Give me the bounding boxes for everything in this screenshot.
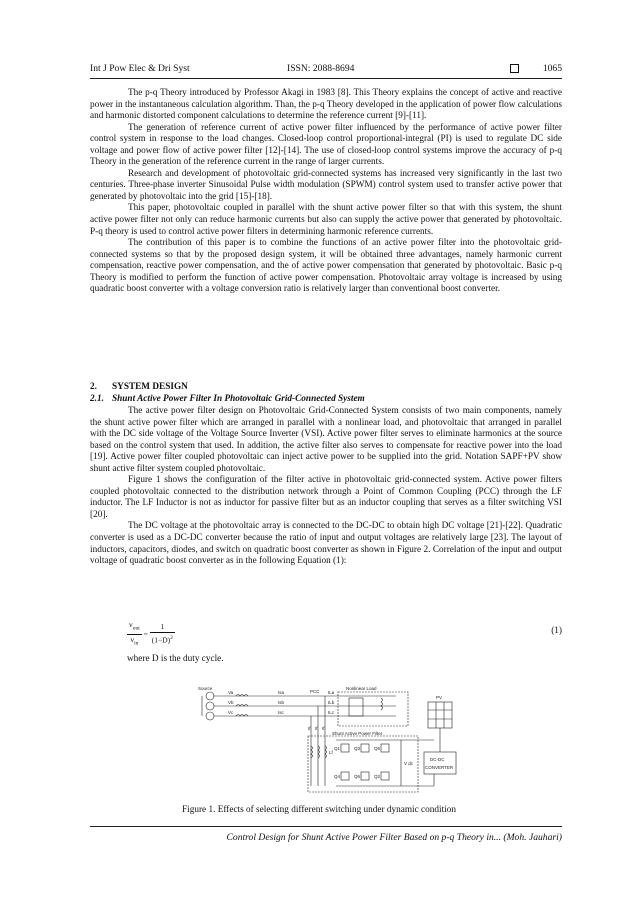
subsection-number: 2.1.	[90, 394, 104, 404]
paragraph: Figure 1 shows the configuration of the filter active in photovoltaic grid-connected system. Active power filters coupled photovoltaic connected to the distribution network through a Point of Common Coupling (PCC) through the LF inductor. The LF Inductor is not as inductor for passive filter but as an inductor coupling that serves as a filter switching VSI [20].	[90, 475, 562, 520]
label-q2: Q2	[374, 774, 381, 779]
label-lf: Lf	[329, 750, 333, 755]
label-converter: CONVERTER	[425, 765, 454, 770]
paragraph: The active power filter design on Photovoltaic Grid-Connected System consists of two main components, namely the shunt active power filter which are arranged in parallel with a nonlinear load, and photovoltaic that arranged in parallel with the DC side voltage of the Voltage Source Inverter (VSI). Active power filter serves to eliminate harmonics at the source based on the control system that used. In addition, the active filter also serves to compensate for reactive power into the load [19]. Active power filter coupled photovoltaic can inject active power to be supplied into the grid. Notation SAPF+PV show shunt active filter system coupled photovoltaic.	[90, 406, 562, 474]
label-source: Source	[198, 686, 213, 691]
label-shunt-apf: Shunt Active Power Filter	[332, 731, 383, 736]
label-vc: Vc	[228, 710, 234, 715]
running-footer: Control Design for Shunt Active Power Filter Based on p-q Theory in... (Moh. Jauhari)	[226, 832, 562, 843]
equation-rhs: $\frac{1}{(1-D)^2}$	[151, 622, 173, 645]
label-q1: Q1	[334, 746, 341, 751]
section-text	[90, 406, 562, 568]
source-a-icon	[206, 692, 214, 700]
label-vdc: V dc	[404, 761, 414, 766]
label-dc-dc: DC-DC	[430, 757, 445, 762]
paragraph: The p-q Theory introduced by Professor Akagi in 1983 [8]. This Theory explains the concept of active and reactive power in the instantaneous calculation algorithm. Than, the p-q Theory developed in the application of power flow calculations and harmonic distorted component calculations to determine the reference current [9]-[11].	[90, 88, 562, 122]
label-ila: ILa	[328, 690, 335, 695]
section-number: 2.	[90, 382, 97, 392]
journal-name: Int J Pow Elec & Dri Syst	[90, 63, 190, 74]
label-q5: Q5	[374, 746, 381, 751]
label-q4: Q4	[334, 774, 341, 779]
subsection-title: Shunt Active Power Filter In Photovoltaic Grid-Connected System	[112, 394, 365, 404]
circuit-diagram	[196, 686, 458, 796]
label-isc: Isc	[278, 710, 284, 715]
equation-lhs: $\frac{v_{out}}{v_{in}}$	[129, 620, 140, 646]
label-pcc: PCC	[310, 689, 320, 694]
label-nonlinear-load: Nonlinear Load	[346, 686, 377, 691]
label-ifc: If	[322, 726, 325, 731]
label-q6: Q6	[354, 774, 361, 779]
label-q3: Q3	[354, 746, 361, 751]
figure-caption: Figure 1. Effects of selecting different switching under dynamic condition	[181, 805, 456, 815]
source-c-icon	[206, 712, 214, 720]
label-ifa: If	[308, 726, 311, 731]
paragraph: The contribution of this paper is to combine the functions of an active power filter into the photovoltaic grid-connected systems so that by the proposed design system, it will be obtained three advantages, namely harmonic current compensation, reactive power compensation, and the of active power compensation that generated by photovoltaic. Basic p-q Theory is modified to perform the function of active power compensation. Photovoltaic array voltage is increased by using quadratic boost converter with a voltage conversion ratio is relatively larger than conventional boost converter.	[90, 238, 562, 295]
paragraph: The generation of reference current of active power filter influenced by the performance of active power filter control system in response to the load changes. Closed-loop control proportional-integral (PI) is used to regulate DC side voltage and power flow of active power filter [12]-[14]. The use of closed-loop control systems improve the accuracy of p-q Theory in the generation of the reference current in the range of larger currents.	[90, 122, 562, 168]
label-isa: Isa	[278, 690, 285, 695]
equation-1	[127, 620, 562, 646]
header-rule	[90, 78, 562, 79]
section-heading	[90, 382, 188, 392]
equals-sign: =	[143, 629, 148, 639]
label-ilc: ILc	[328, 710, 335, 715]
label-ifb: If	[315, 726, 318, 731]
running-header	[90, 63, 562, 77]
paragraph: Research and development of photovoltaic grid-connected systems has increased very significantly in the last two centuries. Three-phase inverter Sinusoidal Pulse width modulation (SPWM) control system used to transfer active power that generated by photovoltaic into the grid [15]-[18].	[90, 168, 562, 202]
label-isb: Isb	[278, 700, 285, 705]
section-title: SYSTEM DESIGN	[112, 382, 188, 392]
equation-number: (1)	[551, 626, 562, 636]
checkbox-icon	[510, 64, 519, 73]
paragraph: This paper, photovoltaic coupled in parallel with the shunt active power filter so that with this system, the shunt active power filter not only can reduce harmonic currents but also can supply the active power that generated by photovoltaic. P-q theory is used to control active power filters in determining harmonic reference currents.	[90, 203, 562, 237]
label-ilb: ILb	[328, 700, 335, 705]
page-number: 1065	[542, 63, 562, 74]
issn: ISSN: 2088-8694	[287, 63, 355, 74]
label-vb: Vb	[228, 700, 234, 705]
paragraph: The DC voltage at the photovoltaic array is connected to the DC-DC to obtain high DC voltage [21]-[22]. Quadratic converter is used as a DC-DC converter because the ratio of input and output voltages are relatively large [23]. The layout of inductors, capacitors, diodes, and switch on quadratic boost converter as shown in Figure 2. Correlation of the input and output voltage of quadratic boost converter as in the following Equation (1):	[90, 521, 562, 567]
where-text: where D is the duty cycle.	[127, 654, 224, 664]
source-b-icon	[206, 702, 214, 710]
subsection-heading	[90, 394, 365, 404]
label-va: Va	[228, 690, 234, 695]
footer-rule	[90, 826, 562, 827]
label-pv: PV	[436, 695, 443, 700]
intro-text	[90, 88, 562, 296]
